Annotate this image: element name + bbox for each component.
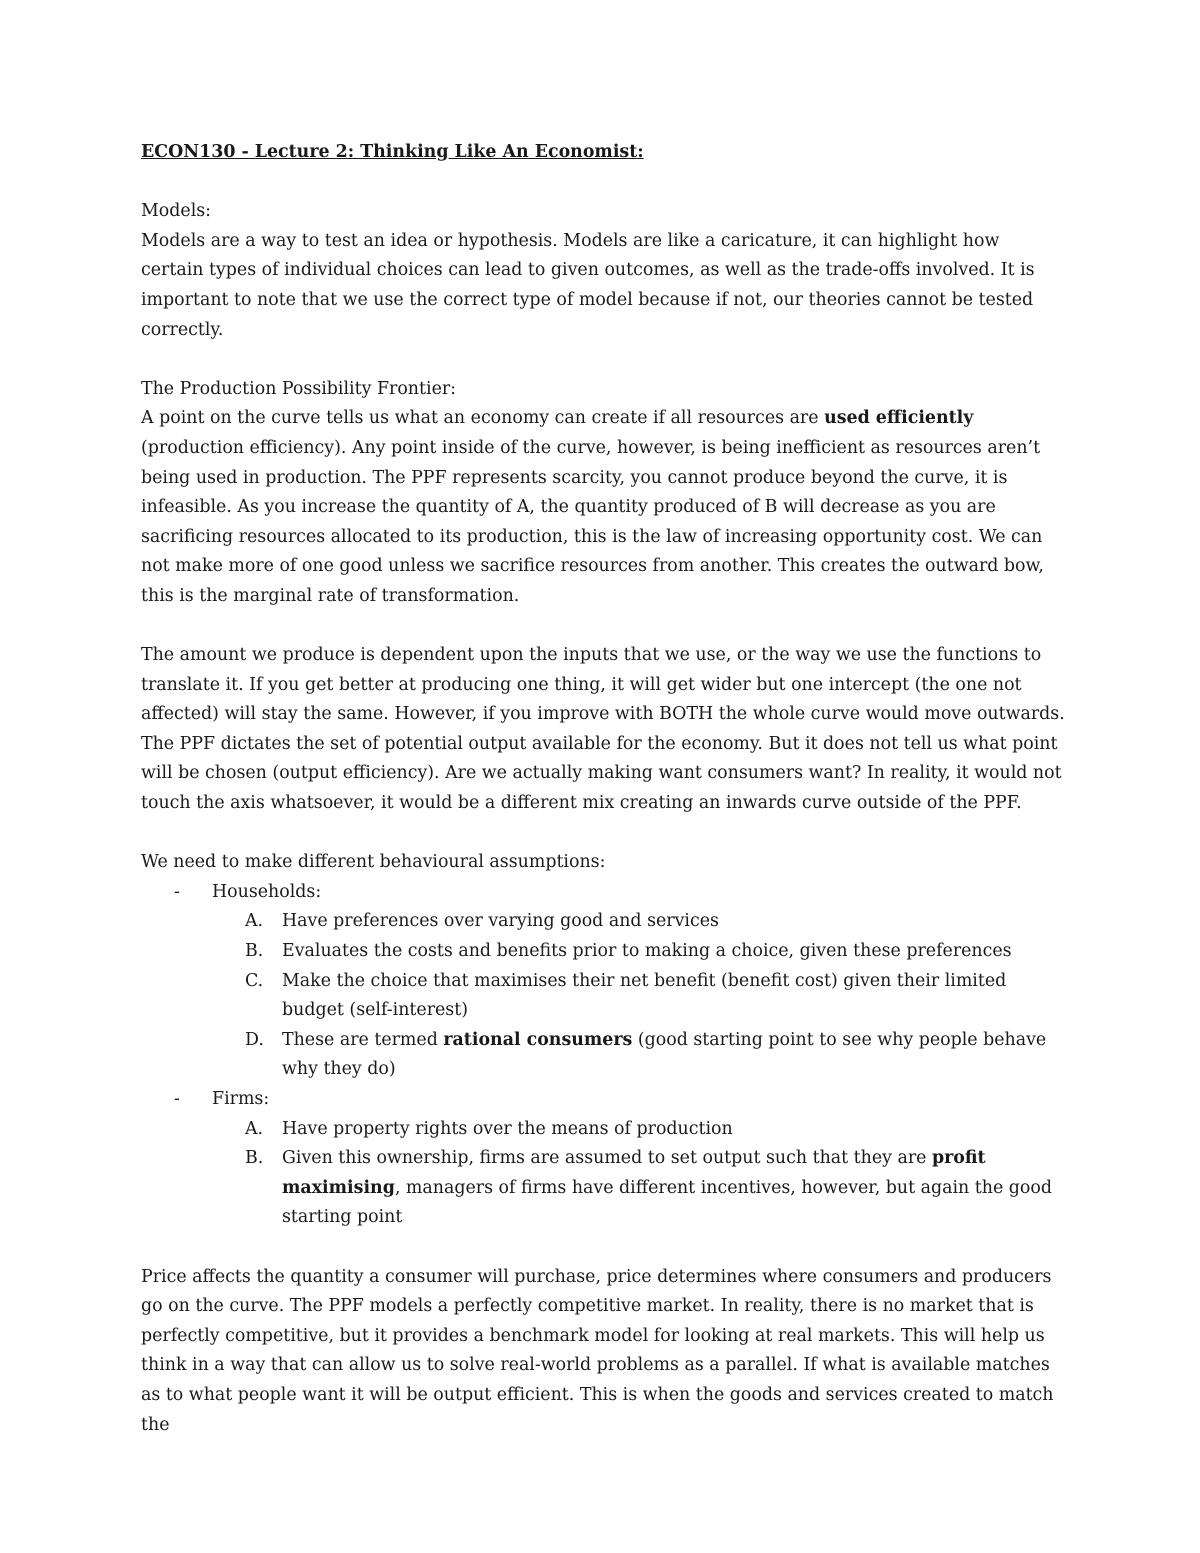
firms-label: Firms: [212, 1089, 270, 1109]
ppf-paragraph [141, 404, 1066, 611]
spacer [141, 168, 1066, 198]
spacer [141, 819, 1066, 849]
inputs-paragraph: The amount we produce is dependent upon the inputs that we use, or the way we use the functions to translate it. If you get better at producing one thing, it will get wider but one intercept (the one not affected) will stay the same. However, if you improve with BOTH the whole curve would move outwards. The PPF dictates the set of potential output available for the economy. But it does not tell us what point will be chosen (output efficiency). Are we actually making want consumers want? In reality, it would not touch the axis whatsoever, it would be a different mix creating an inwards curve outside of the PPF. [141, 645, 1065, 814]
document-title: ECON130 - Lecture 2: Thinking Like An Economist: [141, 142, 644, 162]
firms-item-a [141, 1115, 1066, 1145]
price-paragraph: Price affects the quantity a consumer will purchase, price determines where consumers and producers go on the curve. The PPF models a perfectly competitive market. In reality, there is no market that is perfectly competitive, but it provides a benchmark model for looking at real markets. This will help us think in a way that can allow us to solve real-world problems as a parallel. If what is available matches as to what people want it will be output efficient. This is when the goods and services created to match the [141, 1266, 1054, 1435]
item-letter: B. [245, 941, 264, 962]
households-label: Households: [212, 881, 322, 902]
item-letter: A. [245, 1118, 264, 1139]
item-text-start: These are termed [282, 1029, 444, 1050]
ppf-heading: The Production Possibility Frontier: [141, 378, 457, 399]
item-letter: B. [245, 1148, 264, 1169]
spacer [141, 1233, 1066, 1263]
document-page [141, 138, 1066, 1440]
item-text: Have preferences over varying good and services [282, 911, 719, 932]
households-item-c [141, 967, 1066, 1026]
ppf-bold-term: used efficiently [824, 408, 974, 429]
item-text: Make the choice that maximises their net benefit (benefit cost) given their limited budget (self-interest) [282, 970, 1007, 1021]
assumptions-heading: We need to make different behavioural assumptions: [141, 852, 606, 873]
item-letter: A. [245, 911, 264, 932]
households-item-d [141, 1026, 1066, 1085]
profit-maximising-term: profit maximising [282, 1148, 986, 1198]
firms-bullet [141, 1085, 1066, 1115]
ppf-text-start: A point on the curve tells us what an economy can create if all resources are [141, 408, 825, 429]
households-item-a [141, 907, 1066, 937]
models-heading: Models: [141, 201, 212, 222]
households-bullet [141, 878, 1066, 908]
spacer [141, 345, 1066, 375]
item-letter: D. [245, 1029, 264, 1050]
item-text-end: (good starting point to see why people behave why they do) [282, 1029, 1047, 1080]
firms-item-b [141, 1144, 1066, 1233]
item-text-end: , managers of firms have different incentives, however, but again the good starting point [282, 1177, 1052, 1228]
households-item-b [141, 937, 1066, 967]
rational-consumers-term: rational consumers [443, 1029, 633, 1050]
item-letter: C. [245, 970, 264, 991]
models-paragraph: Models are a way to test an idea or hypothesis. Models are like a caricature, it can highlight how certain types of individual choices can lead to given outcomes, as well as the trade-offs involved. It is important to note that we use the correct type of model because if not, our theories cannot be tested correctly. [141, 230, 1035, 340]
item-text: Evaluates the costs and benefits prior to making a choice, given these preferences [282, 941, 1012, 962]
item-text-start: Given this ownership, firms are assumed to set output such that they are [282, 1148, 932, 1169]
spacer [141, 612, 1066, 642]
dash-marker: - [174, 1089, 180, 1109]
item-text: Have property rights over the means of production [282, 1118, 733, 1139]
ppf-text-end: (production efficiency). Any point inside of the curve, however, is being inefficient as resources aren’t being used in production. The PPF represents scarcity, you cannot produce beyond the curve, it is infeasible. As you increase the quantity of A, the quantity produced of B will decrease as you are sacrificing resources allocated to its production, this is the law of increasing opportunity cost. We can not make more of one good unless we sacrifice resources from another. This creates the outward bow, this is the marginal rate of transformation. [141, 437, 1044, 606]
dash-marker: - [174, 881, 180, 902]
